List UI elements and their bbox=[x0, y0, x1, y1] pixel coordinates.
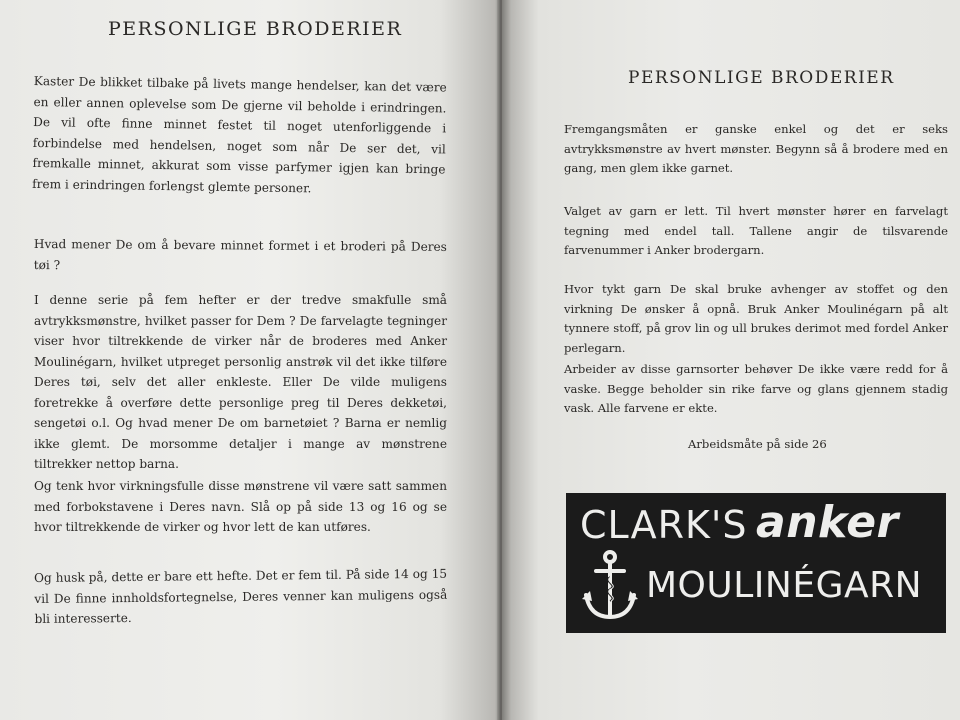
brand-clarks: CLARK'S bbox=[580, 503, 748, 547]
right-paragraph-4: Arbeider av disse garnsorter behøver De ikke være redd for å vaske. Begge beholder sin rike farve og glans gjennem stadig vask. Alle farvene er ekte. bbox=[564, 362, 948, 415]
right-paragraph-3: Hvor tykt garn De skal bruke avhenger av stoffet og den virkning De ønsker å opnå. Bruk Anker Moulinégarn på alt tynnere stoff, på grov lin og ull brukes derimot med fordel Anker perlegarn. bbox=[564, 282, 948, 355]
anchor-icon bbox=[580, 549, 640, 625]
left-paragraph-5: Og husk på, dette er bare ett hefte. Det er fem til. På side 14 og 15 vil De finne innholdsfortegnelse, Deres venner kan muligens også bli interesserte. bbox=[34, 566, 448, 626]
brand-anker: anker bbox=[756, 497, 899, 548]
left-paragraph-3: I denne serie på fem hefter er der tredve smakfulle små avtrykksmønstre, hvilket passer for Dem ? De farvelagte tegninger viser hvor tiltrekkende de virker når de broderes med Anker Moulinégarn, hvilket utpreget personlig anstrøk vil det ikke tilføre Deres tøi, selv det aller enkleste. Eller De vilde muligens foretrekke å overføre dette personlige preg til Deres dekketøi, sengetøi o.l. Og hvad mener De om barnetøiet ? Barna er nemlig ikke glemt. De morsomme detaljer i mange av mønstrene tiltrekker nettop barna. bbox=[34, 293, 447, 471]
clarks-anker-advert bbox=[566, 493, 946, 633]
right-paragraph-1: Fremgangsmåten er ganske enkel og det er seks avtrykksmønstre av hvert mønster. Begynn så å brodere med en gang, men glem ikke garnet. bbox=[564, 122, 948, 175]
left-page-title: PERSONLIGE BRODERIER bbox=[108, 18, 403, 40]
left-paragraph-2: Hvad mener De om å bevare minnet formet i et broderi på Deres tøi ? bbox=[33, 236, 447, 272]
page-reference: Arbeidsmåte på side 26 bbox=[688, 437, 827, 451]
right-page-title: PERSONLIGE BRODERIER bbox=[628, 68, 895, 88]
brand-moulinegarn: MOULINÉGARN bbox=[646, 565, 923, 606]
left-paragraph-1: Kaster De blikket tilbake på livets mange hendelser, kan det være en eller annen oplevelse som De gjerne vil beholde i erindringen. De vil ofte finne minnet festet til noget utenforliggende i forbindelse med hendelsen, noget som når De ser det, vil fremkalle minnet, akkurat som visse parfymer igjen kan bringe frem i erindringen forlengst glemte personer. bbox=[32, 73, 447, 195]
right-paragraph-2: Valget av garn er lett. Til hvert mønster hører en farvelagt tegning med endel tall. Tallene angir de tilsvarende farvenummer i Anker brodergarn. bbox=[564, 204, 948, 257]
left-paragraph-4: Og tenk hvor virkningsfulle disse mønstrene vil være satt sammen med forbokstavene i Deres navn. Slå op på side 13 og 16 og se hvor tiltrekkende de virker og hvor lett de kan utføres. bbox=[34, 479, 447, 534]
right-page bbox=[502, 0, 960, 720]
